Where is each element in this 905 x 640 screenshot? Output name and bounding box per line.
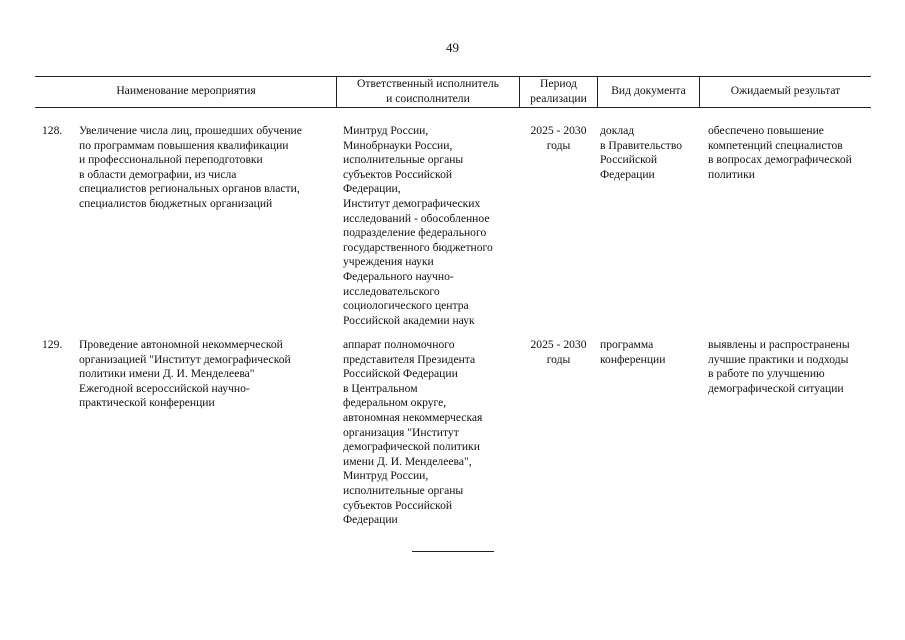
row-number: 129. bbox=[42, 338, 63, 351]
row-number: 128. bbox=[42, 124, 63, 137]
row-executors: аппарат полномочного представителя Президента Российской Федерации в Центральном федеральном округе, автономная некоммерческая организация "Институт демографической политики имени Д. И. Менделеева", Минтруд России, исполнительные органы субъектов Российской Федерации bbox=[343, 338, 483, 527]
header-expected-result: Ожидаемый результат bbox=[730, 84, 841, 98]
row-expected-result: выявлены и распространены лучшие практики и подходы в работе по улучшению демографической ситуации bbox=[708, 338, 850, 395]
end-separator-line bbox=[412, 551, 494, 552]
row-period: 2025 - 2030 годы bbox=[530, 124, 587, 152]
header-bottom-rule bbox=[35, 107, 871, 108]
row-expected-result: обеспечено повышение компетенций специалистов в вопросах демографической политики bbox=[708, 124, 852, 181]
row-period: 2025 - 2030 годы bbox=[530, 338, 587, 366]
header-document-type: Вид документа bbox=[611, 84, 686, 98]
page-number: 49 bbox=[446, 40, 459, 55]
row-activity-name: Проведение автономной некоммерческой организацией "Институт демографической политики имени Д. И. Менделеева" Ежегодной всероссийской научно- практической конференции bbox=[79, 338, 291, 410]
row-executors: Минтруд России, Минобрнауки России, исполнительные органы субъектов Российской Федерации, Институт демографических исследований - обособленное подразделение федерального государственного бюджетного учреждения науки Федерального научно- исследовательского социологического центра Российской академии наук bbox=[343, 124, 493, 327]
row-document-type: программа конференции bbox=[600, 338, 666, 366]
row-activity-name: Увеличение числа лиц, прошедших обучение по программам повышения квалификации и профессиональной переподготовки в области демографии, из числа специалистов региональных органов власти, специалистов бюджетных организаций bbox=[79, 124, 302, 210]
header-activity-name: Наименование мероприятия bbox=[116, 84, 256, 98]
row-document-type: доклад в Правительство Российской Федерации bbox=[600, 124, 683, 181]
header-period: Период реализации bbox=[530, 76, 587, 105]
header-executors: Ответственный исполнитель и соисполнители bbox=[357, 76, 499, 105]
